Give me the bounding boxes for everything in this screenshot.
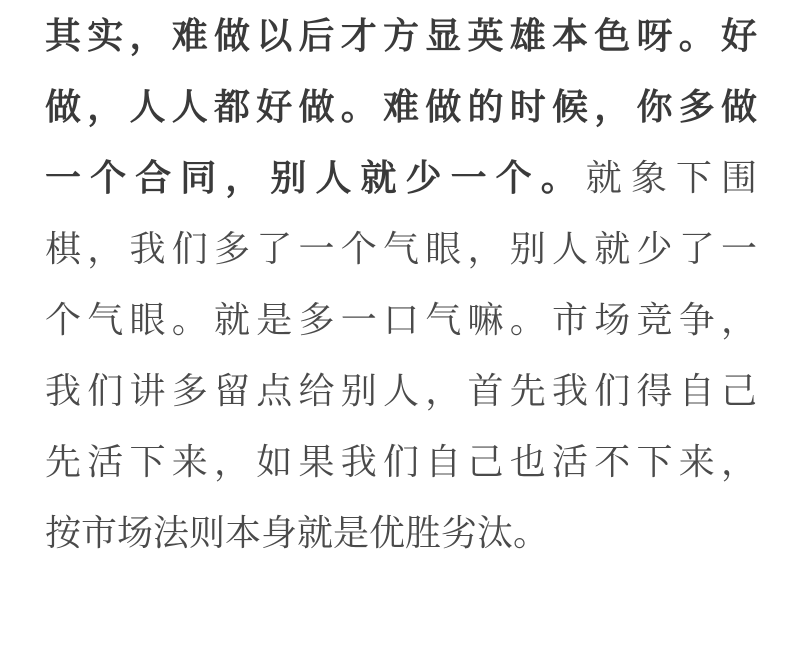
- text-line: [45, 284, 757, 355]
- text-segment-bold: 做，人人都好做。难做的时候，你多做: [45, 86, 757, 127]
- text-segment-regular: 我们讲多留点给别人，首先我们得自己: [45, 370, 757, 411]
- text-line: [45, 497, 757, 568]
- text-segment-bold: 其实，难做以后才方显英雄本色呀。好: [45, 15, 757, 56]
- text-segment-regular: 棋，我们多了一个气眼，别人就少了一: [45, 228, 757, 269]
- text-line: [45, 355, 757, 426]
- text-segment-regular: 先活下来，如果我们自己也活不下来，: [45, 441, 757, 482]
- text-line: [45, 71, 757, 142]
- text-segment-regular: 按市场法则本身就是优胜劣汰。: [45, 512, 550, 553]
- text-line: [45, 0, 757, 71]
- text-segment-regular: 就象下围: [585, 157, 757, 198]
- text-segment-bold: 一个合同，别人就少一个。: [45, 157, 586, 198]
- text-line: [45, 142, 757, 213]
- text-line: [45, 426, 757, 497]
- text-line: [45, 213, 757, 284]
- text-segment-regular: 个气眼。就是多一口气嘛。市场竞争，: [45, 299, 757, 340]
